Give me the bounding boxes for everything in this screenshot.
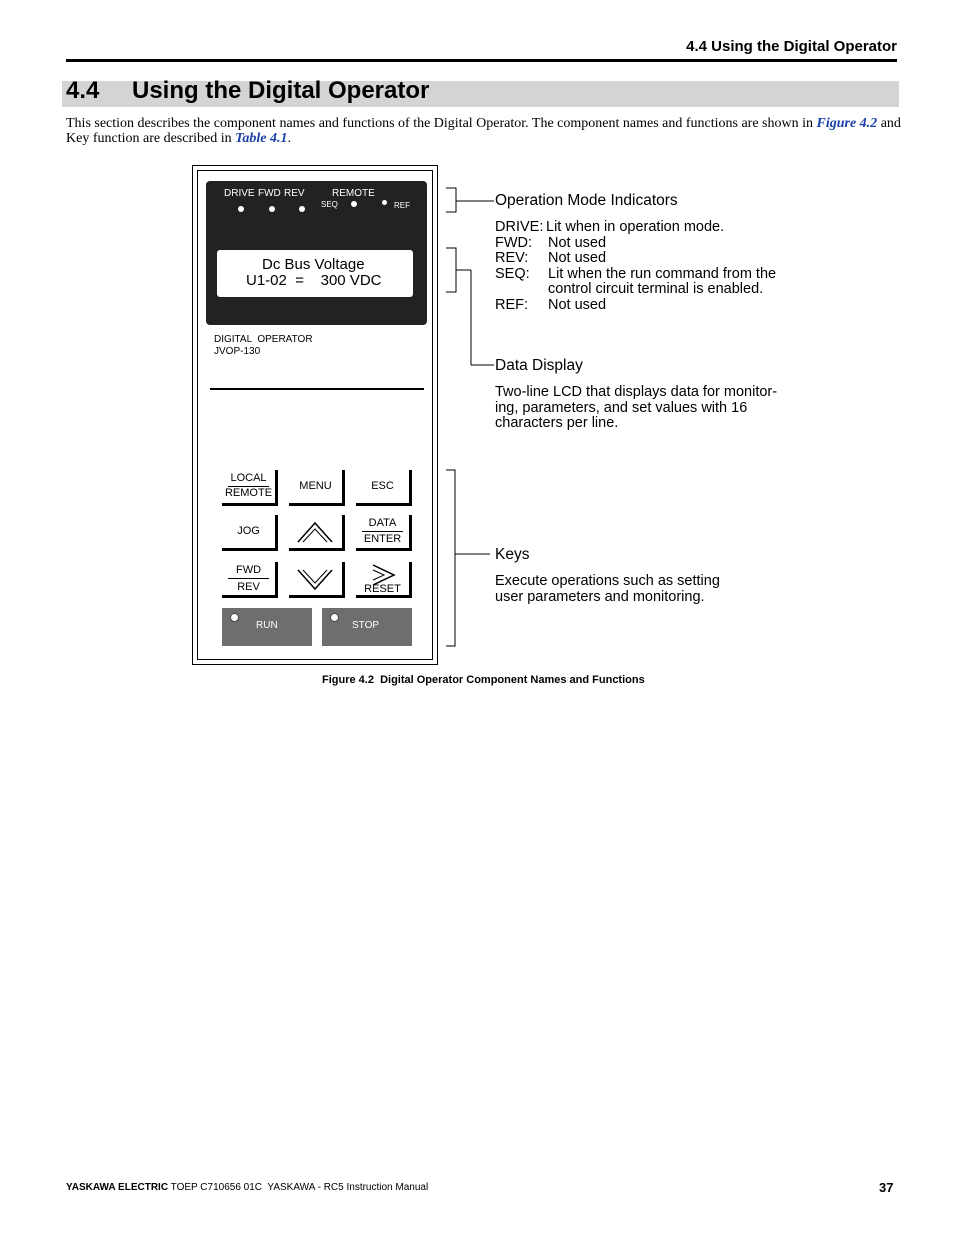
seq-led [351, 201, 357, 207]
led-label-rev: REV [284, 188, 305, 199]
down-arrow-icon [295, 566, 335, 592]
lcd-line-2: U1-02 = 300 VDC [246, 272, 382, 289]
footer-company: YASKAWA ELECTRIC [66, 1182, 169, 1193]
down-arrow-key[interactable] [289, 562, 345, 598]
led-label-remote: REMOTE [332, 188, 375, 199]
rev-led [299, 206, 305, 212]
run-key[interactable] [222, 608, 312, 646]
menu-key[interactable] [289, 470, 345, 506]
jog-key[interactable] [222, 515, 278, 551]
intro-text: and Key function are described in [66, 116, 901, 146]
mode-text: control circuit terminal is enabled. [548, 281, 764, 297]
data-enter-key[interactable] [356, 515, 412, 551]
mode-text: Not used [548, 234, 607, 251]
menu-label: MENU [299, 480, 332, 492]
desc-line: user parameters and monitoring. [495, 588, 705, 605]
fwd-label: FWD [235, 564, 262, 576]
up-arrow-key[interactable] [289, 515, 345, 551]
ref-led [382, 200, 387, 205]
mode-indicators-title: Operation Mode Indicators [495, 192, 678, 209]
esc-key[interactable] [356, 470, 412, 506]
figure-caption: Figure 4.2 Digital Operator Component Names and Functions [322, 674, 645, 686]
data-display-title: Data Display [495, 357, 583, 374]
table-link[interactable]: Table 4.1 [235, 130, 288, 146]
mode-text: Not used [548, 250, 607, 266]
mode-key: REV: [495, 250, 529, 266]
local-label: LOCAL [230, 472, 267, 484]
led-label-seq: SEQ [321, 200, 338, 209]
local-remote-key[interactable] [222, 470, 278, 506]
footer [66, 1182, 428, 1193]
keys-desc [495, 574, 720, 605]
run-lamp [230, 613, 239, 622]
remote-label: REMOTE [224, 487, 273, 499]
mode-key: SEQ: [495, 265, 530, 282]
mode-key: DRIVE: [495, 219, 544, 235]
callout-leaders [440, 180, 500, 660]
section-title: Using the Digital Operator [132, 77, 430, 104]
keys-title: Keys [495, 546, 530, 563]
up-arrow-icon [295, 519, 335, 545]
panel-divider [210, 388, 424, 390]
intro-text: . [287, 130, 291, 146]
figure-link[interactable]: Figure 4.2 [816, 116, 878, 131]
section-number: 4.4 [66, 77, 100, 104]
data-label: DATA [368, 517, 397, 529]
intro-paragraph [66, 117, 901, 146]
desc-line: Execute operations such as setting [495, 573, 720, 589]
fwd-rev-key[interactable] [222, 562, 278, 598]
desc-line: ing, parameters, and set values with 16 [495, 399, 748, 416]
enter-label: ENTER [363, 533, 402, 545]
reset-key[interactable] [356, 562, 412, 598]
led-label-fwd: FWD [258, 188, 281, 199]
drive-led [238, 206, 244, 212]
running-header: 4.4 Using the Digital Operator [686, 38, 897, 55]
model-number: JVOP-130 [214, 346, 261, 357]
lcd-screen [217, 250, 413, 297]
key-divider [228, 578, 269, 579]
reset-label: RESET [364, 583, 401, 595]
desc-line: Two-line LCD that displays data for monitor- [495, 384, 778, 400]
stop-lamp [330, 613, 339, 622]
run-label: RUN [256, 620, 278, 631]
mode-text: Lit when in operation mode. [546, 219, 725, 235]
mode-key: REF: [495, 296, 529, 313]
header-rule [66, 59, 897, 62]
led-label-drive: DRIVE [224, 188, 255, 199]
footer-doc: TOEP C710656 01C YASKAWA - RC5 Instruction Manual [168, 1182, 429, 1193]
intro-text: This section describes the component names and functions of the Digital Operator. The component names and functions are shown in [66, 116, 817, 131]
rev-label: REV [237, 581, 260, 593]
data-display-desc [495, 385, 777, 432]
page-number: 37 [879, 1180, 894, 1195]
model-name: DIGITAL OPERATOR [214, 334, 313, 345]
mode-text: Not used [548, 296, 607, 313]
jog-label: JOG [237, 525, 260, 537]
desc-line: characters per line. [495, 415, 619, 431]
key-divider [362, 531, 403, 532]
stop-label: STOP [352, 620, 380, 631]
stop-key[interactable] [322, 608, 412, 646]
mode-text: Lit when the run command from the [548, 265, 777, 282]
fwd-led [269, 206, 275, 212]
esc-label: ESC [371, 480, 394, 492]
led-label-ref: REF [394, 201, 410, 210]
mode-key: FWD: [495, 234, 533, 251]
lcd-line-1: Dc Bus Voltage [262, 256, 365, 273]
